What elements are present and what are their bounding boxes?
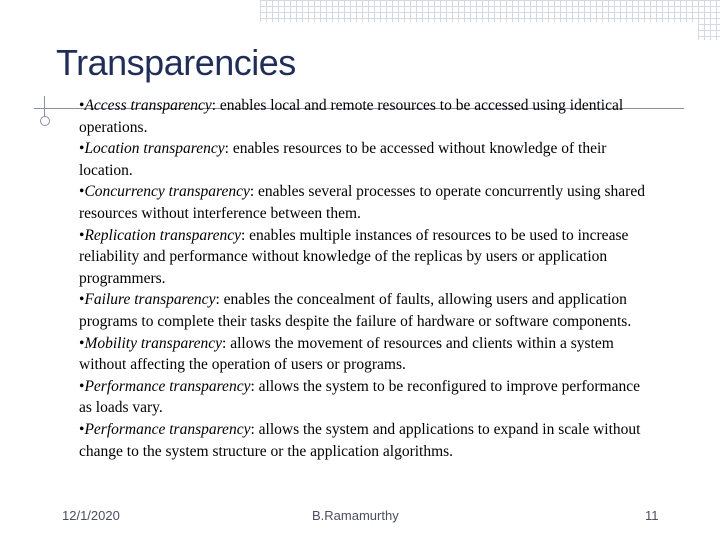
bullet-item: •Concurrency transparency: enables several processes to operate concurrently using shared resources without interference between them. — [79, 183, 645, 222]
bullet-text: : allows the system to be reconfigured to improve performance as loads vary. — [79, 377, 640, 417]
slide-body — [79, 95, 654, 462]
bullet-item: •Failure transparency: enables the concealment of faults, allowing users and application programs to complete their tasks despite the failure of hardware or software components. — [79, 291, 632, 330]
bullet-item: •Location transparency: enables resources to be accessed without knowledge of their location. — [79, 140, 607, 179]
bullet-term: Replication transparency — [84, 226, 241, 244]
bullet-item: •Access transparency: enables local and remote resources to be accessed using identical operations. — [79, 97, 624, 136]
bullet-item: •Replication transparency: enables multiple instances of resources to be used to increase reliability and performance without knowledge of the replicas by users or application programmers. — [79, 226, 629, 287]
bullet-text: : enables resources to be accessed without knowledge of their location. — [79, 140, 607, 179]
bullet-text: : allows the system and applications to expand in scale without change to the system structure or the application algorithms. — [79, 420, 641, 460]
bullet-text: : enables the concealment of faults, allowing users and application programs to complete their tasks despite the failure of hardware or software components. — [79, 291, 632, 330]
bullet-term: Concurrency transparency — [84, 183, 250, 201]
bullet-term: Access transparency — [84, 97, 212, 114]
bullet-text: : enables local and remote resources to be accessed using identical operations. — [79, 97, 624, 136]
corner-grid-decoration — [698, 0, 720, 40]
footer-author: B.Ramamurthy — [312, 508, 399, 523]
bullet-text: : allows the movement of resources and clients within a system without affecting the operation of users or programs. — [79, 334, 614, 374]
bullet-term: Mobility transparency — [84, 334, 223, 352]
bullet-term: Performance transparency — [84, 420, 251, 438]
header-grid-decoration — [260, 0, 720, 22]
bullet-item: •Performance transparency: allows the system and applications to expand in scale without change to the system structure or the application algorithms. — [79, 420, 641, 460]
bullet-term: Location transparency — [84, 140, 225, 158]
footer-date: 12/1/2020 — [62, 508, 120, 523]
bullet-term: Failure transparency — [84, 291, 216, 309]
bullet-text: : enables multiple instances of resources to be used to increase reliability and performance without knowledge of the replicas by users or application programmers. — [79, 226, 629, 287]
footer-page-number: 11 — [645, 508, 659, 523]
bullet-item: •Performance transparency: allows the system to be reconfigured to improve performance as loads vary. — [79, 377, 640, 417]
divider-circle-ornament — [40, 116, 50, 126]
bullet-item: •Mobility transparency: allows the movement of resources and clients within a system without affecting the operation of users or programs. — [79, 334, 614, 374]
slide-title: Transparencies — [56, 42, 296, 83]
bullet-text: : enables several processes to operate concurrently using shared resources without interference between them. — [79, 183, 645, 222]
bullet-term: Performance transparency — [84, 377, 251, 395]
